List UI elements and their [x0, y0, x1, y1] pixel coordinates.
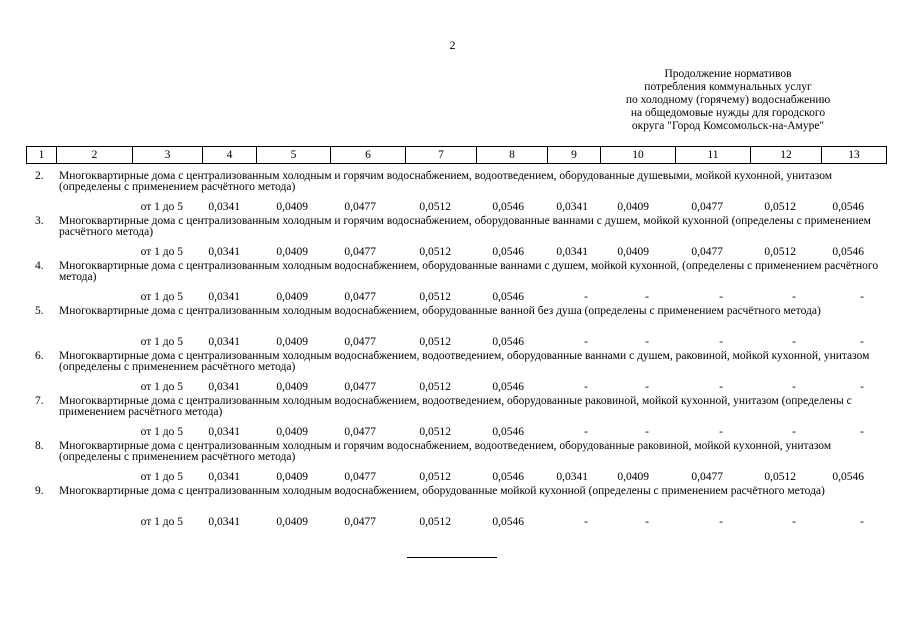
entry-number: 8.: [35, 440, 44, 452]
entry-number: 2.: [35, 170, 44, 182]
entry-value: 0,0341: [208, 291, 240, 303]
entry-value: 0,0409: [276, 336, 308, 348]
entry-value: -: [584, 381, 588, 393]
entry-value: -: [584, 426, 588, 438]
column-number: 3: [133, 147, 203, 164]
entry-values-row: [26, 470, 888, 484]
entry-value: -: [860, 381, 864, 393]
entry-value: 0,0546: [492, 336, 524, 348]
column-numbers-table: [26, 146, 887, 164]
norm-entry: [26, 441, 888, 486]
entry-value: -: [860, 336, 864, 348]
entry-value: -: [860, 291, 864, 303]
entry-value: 0,0477: [344, 381, 376, 393]
column-numbers-row: [27, 147, 887, 164]
entry-value: -: [792, 291, 796, 303]
entry-values-row: [26, 515, 888, 529]
entry-value: -: [719, 291, 723, 303]
document-header: [560, 68, 896, 133]
entry-value: 0,0409: [617, 471, 649, 483]
header-line-4: на общедомовые нужды для городского: [630, 107, 826, 119]
entry-value: 0,0341: [208, 336, 240, 348]
entry-value: 0,0546: [492, 201, 524, 213]
entry-value: 0,0477: [344, 516, 376, 528]
entry-value: 0,0512: [419, 246, 451, 258]
entry-value: 0,0512: [419, 381, 451, 393]
entry-range: от 1 до 5: [140, 471, 183, 483]
entry-value: 0,0341: [556, 471, 588, 483]
entry-value: -: [645, 516, 649, 528]
column-number: 2: [57, 147, 133, 164]
entry-number: 5.: [35, 305, 44, 317]
entry-value: 0,0341: [208, 426, 240, 438]
entry-value: 0,0477: [691, 201, 723, 213]
entry-number: 6.: [35, 350, 44, 362]
entry-value: -: [792, 426, 796, 438]
header-line-1: Продолжение нормативов: [664, 68, 792, 80]
norm-entry: [26, 216, 888, 261]
entry-value: -: [719, 336, 723, 348]
entry-value: 0,0477: [344, 291, 376, 303]
column-number: 9: [548, 147, 601, 164]
entry-value: 0,0341: [556, 246, 588, 258]
entry-value: -: [860, 516, 864, 528]
entry-value: 0,0409: [276, 381, 308, 393]
entry-value: -: [719, 426, 723, 438]
entry-value: 0,0546: [832, 471, 864, 483]
entry-value: -: [860, 426, 864, 438]
entry-value: 0,0341: [208, 381, 240, 393]
entry-value: -: [645, 291, 649, 303]
entry-value: 0,0512: [419, 291, 451, 303]
entry-value: 0,0477: [691, 471, 723, 483]
entry-description: Многоквартирные дома с централизованным холодным и горячим водоснабжением, водоотведением, оборудованные душевыми, мойкой кухонной, унитазом (определены с применением расчётного метода): [59, 170, 832, 193]
entry-value: 0,0546: [492, 471, 524, 483]
entry-range: от 1 до 5: [140, 246, 183, 258]
column-number: 7: [406, 147, 477, 164]
column-number: 13: [822, 147, 887, 164]
norm-entry: [26, 486, 888, 531]
header-line-5: округа "Город Комсомольск-на-Амуре": [631, 120, 825, 132]
entry-value: 0,0477: [344, 426, 376, 438]
entry-values-row: [26, 290, 888, 304]
entry-values-row: [26, 335, 888, 349]
entry-value: 0,0512: [419, 201, 451, 213]
entry-value: -: [645, 381, 649, 393]
entry-value: 0,0546: [492, 426, 524, 438]
entry-value: -: [792, 381, 796, 393]
entry-value: 0,0409: [617, 201, 649, 213]
entry-values-row: [26, 245, 888, 259]
entry-value: -: [584, 516, 588, 528]
entry-value: 0,0409: [276, 471, 308, 483]
entry-value: -: [584, 291, 588, 303]
entry-values-row: [26, 200, 888, 214]
entry-value: 0,0512: [419, 516, 451, 528]
entry-values-row: [26, 425, 888, 439]
entry-range: от 1 до 5: [140, 201, 183, 213]
entry-range: от 1 до 5: [140, 426, 183, 438]
entry-value: -: [645, 336, 649, 348]
entry-description: Многоквартирные дома с централизованным холодным водоснабжением, оборудованные ваннами с душем, мойкой кухонной, (определены с применением расчётного метода): [59, 260, 879, 283]
entry-value: -: [584, 336, 588, 348]
norm-entry: [26, 306, 888, 351]
column-number: 12: [751, 147, 822, 164]
entry-number: 3.: [35, 215, 44, 227]
entry-value: 0,0512: [764, 201, 796, 213]
norm-entry: [26, 396, 888, 441]
entry-range: от 1 до 5: [140, 381, 183, 393]
entry-range: от 1 до 5: [140, 336, 183, 348]
column-number: 8: [477, 147, 548, 164]
entry-value: 0,0341: [208, 246, 240, 258]
norm-entry: [26, 261, 888, 306]
entry-value: 0,0546: [492, 381, 524, 393]
entry-range: от 1 до 5: [140, 516, 183, 528]
column-number: 6: [331, 147, 406, 164]
entry-range: от 1 до 5: [140, 291, 183, 303]
entry-value: 0,0477: [344, 201, 376, 213]
header-line-2: потребления коммунальных услуг: [644, 81, 812, 93]
entry-description: Многоквартирные дома с централизованным холодным водоснабжением, водоотведением, оборудованные раковиной, мойкой кухонной, унитазом (определены с применением расчётного метода): [59, 395, 852, 418]
entry-value: 0,0341: [556, 201, 588, 213]
entry-value: 0,0512: [764, 471, 796, 483]
entry-number: 7.: [35, 395, 44, 407]
norms-entries: [26, 171, 888, 531]
entry-value: 0,0477: [691, 246, 723, 258]
entry-value: 0,0546: [492, 291, 524, 303]
entry-value: 0,0341: [208, 471, 240, 483]
entry-value: 0,0512: [419, 336, 451, 348]
entry-description: Многоквартирные дома с централизованным холодным и горячим водоснабжением, оборудованные ваннами с душем, мойкой кухонной (определены с применением расчётного метода): [59, 215, 871, 238]
entry-value: -: [792, 336, 796, 348]
entry-value: -: [719, 516, 723, 528]
column-number: 11: [676, 147, 751, 164]
entry-value: 0,0409: [276, 201, 308, 213]
entry-value: 0,0409: [276, 516, 308, 528]
entry-description: Многоквартирные дома с централизованным холодным водоснабжением, оборудованные мойкой кухонной (определены с применением расчётного метода): [59, 485, 825, 497]
entry-value: 0,0512: [764, 246, 796, 258]
norm-entry: [26, 351, 888, 396]
entry-value: 0,0546: [492, 516, 524, 528]
entry-value: -: [792, 516, 796, 528]
entry-value: 0,0477: [344, 471, 376, 483]
entry-description: Многоквартирные дома с централизованным холодным и горячим водоснабжением, водоотведением, оборудованные раковиной, мойкой кухонной, унитазом (определены с применением расчётного метода): [59, 440, 832, 463]
column-number: 1: [27, 147, 57, 164]
entry-number: 4.: [35, 260, 44, 272]
column-number: 10: [601, 147, 676, 164]
entry-values-row: [26, 380, 888, 394]
entry-value: 0,0546: [832, 246, 864, 258]
norm-entry: [26, 171, 888, 216]
entry-description: Многоквартирные дома с централизованным холодным водоснабжением, оборудованные ванной без душа (определены с применением расчётного метода): [59, 305, 821, 317]
entry-value: 0,0409: [276, 426, 308, 438]
column-number: 4: [203, 147, 257, 164]
header-line-3: по холодному (горячему) водоснабжению: [625, 94, 831, 106]
entry-value: 0,0341: [208, 516, 240, 528]
entry-value: 0,0409: [276, 291, 308, 303]
entry-value: 0,0477: [344, 336, 376, 348]
page-number: 2: [449, 38, 456, 52]
entry-number: 9.: [35, 485, 44, 497]
entry-value: 0,0409: [276, 246, 308, 258]
entry-value: 0,0512: [419, 426, 451, 438]
entry-value: 0,0512: [419, 471, 451, 483]
entry-description: Многоквартирные дома с централизованным холодным водоснабжением, водоотведением, оборудованные ваннами с душем, раковиной, мойкой кухонной, унитазом (определены с применением расчётного метода): [59, 350, 870, 373]
entry-value: 0,0341: [208, 201, 240, 213]
entry-value: -: [719, 381, 723, 393]
entry-value: 0,0477: [344, 246, 376, 258]
entry-value: 0,0546: [832, 201, 864, 213]
entry-value: -: [645, 426, 649, 438]
entry-value: 0,0409: [617, 246, 649, 258]
column-number: 5: [257, 147, 331, 164]
entry-value: 0,0546: [492, 246, 524, 258]
footer-rule: [407, 557, 497, 558]
